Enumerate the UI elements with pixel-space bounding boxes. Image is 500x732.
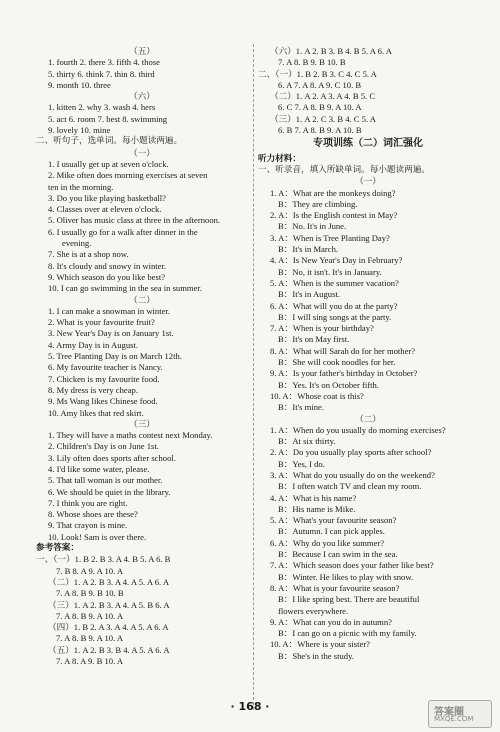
- left-text-line: 3. New Year's Day is on January 1st.: [48, 328, 174, 339]
- left-text-line: 2. What is your favourite fruit?: [48, 317, 155, 328]
- left-text-line: 二、听句子，选单词。每小题读两遍。: [36, 136, 183, 147]
- left-text-line: 9. Which season do you like best?: [48, 271, 166, 282]
- right-text-line: 10. A：Whose coat is this?: [270, 390, 364, 401]
- left-text-line: （五）1. A 2. B 3. B 4. A 5. A 6. A: [48, 644, 170, 655]
- left-text-line: ten in the morning.: [48, 181, 114, 192]
- left-text-line: 7. A 8. A 9. B 10. A: [56, 656, 124, 667]
- right-text-line: 2. A：Is the English contest in May?: [270, 210, 398, 221]
- left-text-line: 9. That crayon is mine.: [48, 520, 128, 531]
- left-text-line: 10. Amy likes that red skirt.: [48, 407, 144, 418]
- left-text-line: 参考答案：: [36, 543, 79, 554]
- right-text-line: B：At six thirty.: [278, 436, 336, 447]
- right-text-line: 8. A：What is your favourite season?: [270, 582, 400, 593]
- left-text-line: 6. My favourite teacher is Nancy.: [48, 362, 163, 373]
- right-text-line: 4. A：What is his name?: [270, 492, 357, 503]
- right-text-line: 5. A：What's your favourite season?: [270, 515, 397, 526]
- left-text-line: 7. She is at a shop now.: [48, 249, 129, 260]
- left-text-line: 7. Chicken is my favourite food.: [48, 373, 160, 384]
- left-text-line: （二）: [129, 294, 155, 305]
- left-text-line: evening.: [62, 238, 92, 249]
- right-text-line: 7. A 8. B 9. B 10. B: [278, 57, 346, 68]
- left-text-line: 6. I usually go for a walk after dinner in the: [48, 226, 198, 237]
- left-text-line: 一、（一）1. B 2. B 3. A 4. B 5. A 6. B: [36, 554, 171, 565]
- left-text-line: 10. I can go swimming in the sea in summer.: [48, 283, 202, 294]
- left-text-line: （一）: [129, 147, 155, 158]
- right-text-line: （三）1. A 2. C 3. B 4. C 5. A: [270, 113, 377, 124]
- right-text-line: 7. A：When is your birthday?: [270, 323, 374, 334]
- column-divider: [253, 44, 254, 710]
- right-text-line: B：Winter. He likes to play with snow.: [278, 571, 414, 582]
- right-text-line: 2. A：Do you usually play sports after school?: [270, 447, 432, 458]
- right-text-line: 9. A：Is your father's birthday in October?: [270, 368, 418, 379]
- right-text-line: （六）1. A 2. B 3. B 4. B 5. A 6. A: [270, 46, 393, 56]
- left-text-line: 9. Ms Wang likes Chinese food.: [48, 396, 158, 407]
- right-text-line: B：Yes. It's on October fifth.: [278, 379, 379, 390]
- right-text-line: 6. B 7. A 8. B 9. A 10. B: [278, 125, 362, 136]
- right-text-line: B：It's in March.: [278, 244, 339, 255]
- left-text-line: （三）1. A 2. B 3. A 4. A 5. B 6. A: [48, 599, 170, 610]
- left-text-line: 1. I usually get up at seven o'clock.: [48, 158, 169, 169]
- right-text-line: 1. A：When do you usually do morning exercises?: [270, 424, 446, 435]
- left-text-line: 8. Whose shoes are these?: [48, 509, 138, 520]
- right-text-line: 听力材料：: [258, 153, 301, 164]
- right-text-line: 1. A：What are the monkeys doing?: [270, 187, 396, 198]
- right-text-line: B：Because I can swim in the sea.: [278, 549, 398, 560]
- left-text-line: 10. Look! Sam is over there.: [48, 531, 147, 542]
- right-column: [258, 46, 478, 662]
- left-text-line: （五）: [129, 46, 155, 56]
- right-text-line: 6. A 7. A 8. A 9. C 10. B: [278, 79, 362, 90]
- left-text-line: 1. kitten 2. why 3. wash 4. hers: [48, 102, 156, 113]
- right-text-line: B：His name is Mike.: [278, 503, 356, 514]
- right-text-line: （二）1. A 2. A 3. A 4. B 5. C: [270, 91, 376, 102]
- left-text-line: 7. A 8. B 9. B 10. B: [56, 588, 124, 599]
- right-text-line: flowers everywhere.: [278, 605, 349, 616]
- left-column: [36, 46, 248, 667]
- right-text-line: B：It's on May first.: [278, 334, 350, 345]
- left-text-line: 7. A 8. B 9. A 10. A: [56, 610, 124, 621]
- left-text-line: 2. Children's Day is on June 1st.: [48, 441, 159, 452]
- left-text-line: 5. Tree Planting Day is on March 12th.: [48, 351, 182, 362]
- left-text-line: 5. act 6. room 7. best 8. swimming: [48, 113, 168, 124]
- right-text-line: 6. C 7. A 8. B 9. A 10. A: [278, 102, 362, 113]
- right-text-line: B：She will cook noodles for her.: [278, 357, 396, 368]
- right-text-line: 6. A：What will you do at the party?: [270, 300, 398, 311]
- left-text-line: 7. A 8. B 9. A 10. A: [56, 633, 124, 644]
- right-text-line: B：I will sing songs at the party.: [278, 311, 392, 322]
- right-text-line: 5. A：When is the summer vacation?: [270, 277, 399, 288]
- left-text-line: 6. We should be quiet in the library.: [48, 486, 171, 497]
- left-text-line: 8. My dress is very cheap.: [48, 384, 138, 395]
- right-text-line: B：I often watch TV and clean my room.: [278, 481, 422, 492]
- left-text-line: 5. thirty 6. think 7. thin 8. third: [48, 68, 155, 79]
- left-text-line: 4. I'd like some water, please.: [48, 463, 150, 474]
- left-text-line: 8. It's cloudy and snowy in winter.: [48, 260, 167, 271]
- right-text-line: B：She's in the study.: [278, 650, 354, 661]
- right-text-line: 二、（一）1. B 2. B 3. C 4. C 5. A: [258, 68, 377, 79]
- left-text-line: 1. fourth 2. there 3. fifth 4. those: [48, 57, 160, 68]
- right-text-line: （二）: [355, 413, 381, 424]
- right-text-line: B：Yes, I do.: [278, 458, 325, 469]
- right-text-line: B：They are climbing.: [278, 198, 358, 209]
- right-text-line: 6. A：Why do you like summer?: [270, 537, 385, 548]
- left-text-line: 5. Oliver has music class at three in the afternoon.: [48, 215, 221, 226]
- right-text-line: 3. A：When is Tree Planting Day?: [270, 232, 390, 243]
- left-text-line: 1. They will have a maths contest next Monday.: [48, 430, 213, 441]
- left-text-line: （四）1. B 2. A 3. A 4. A 5. A 6. A: [48, 622, 169, 633]
- left-text-line: 7. B 8. A 9. A 10. A: [56, 565, 124, 576]
- right-text-line: 3. A：What do you usually do on the weekend?: [270, 469, 435, 480]
- logo-text: 答案圈: [434, 707, 464, 718]
- right-text-line: B：No. It's in June.: [278, 221, 347, 232]
- right-text-line: B：I can go on a picnic with my family.: [278, 628, 417, 639]
- right-text-line: B：I like spring best. There are beautiful: [278, 594, 420, 605]
- left-text-line: 3. Lily often does sports after school.: [48, 452, 176, 463]
- right-text-line: 4. A：Is New Year's Day in February?: [270, 255, 403, 266]
- left-text-line: 9. lovely 10. mine: [48, 125, 111, 136]
- right-text-line: 7. A：Which season does your father like best?: [270, 560, 434, 571]
- left-text-line: 4. Classes over at eleven o'clock.: [48, 204, 162, 215]
- right-text-line: 专项训练（二）词汇强化: [313, 138, 423, 150]
- left-text-line: 3. Do you like playing basketball?: [48, 192, 166, 203]
- right-text-line: B：No, it isn't. It's in January.: [278, 266, 382, 277]
- left-text-line: 4. Army Day is in August.: [48, 339, 138, 350]
- left-text-line: 5. That tall woman is our mother.: [48, 475, 163, 486]
- right-text-line: （一）: [355, 176, 381, 187]
- left-text-line: （六）: [129, 91, 155, 102]
- left-text-line: 1. I can make a snowman in winter.: [48, 305, 170, 316]
- left-text-line: 9. month 10. three: [48, 79, 111, 90]
- logo-url: MXQE.COM: [434, 715, 474, 723]
- left-text-line: 7. I think you are right.: [48, 497, 128, 508]
- right-text-line: 一、听录音，填入所缺单词。每小题读两遍。: [258, 164, 430, 175]
- watermark-logo: [428, 700, 492, 728]
- right-text-line: B：Autumn. I can pick apples.: [278, 526, 385, 537]
- left-text-line: （二）1. A 2. B 3. A 4. A 5. A 6. A: [48, 576, 170, 587]
- right-text-line: B：It's in August.: [278, 289, 340, 300]
- right-text-line: B：It's mine.: [278, 402, 324, 413]
- left-text-line: 2. Mike often does morning exercises at seven: [48, 170, 208, 181]
- right-text-line: 9. A：What can you do in autumn?: [270, 616, 392, 627]
- right-text-line: 10. A：Where is your sister?: [270, 639, 370, 650]
- right-text-line: 8. A：What will Sarah do for her mother?: [270, 345, 416, 356]
- page-number: · 168 ·: [230, 700, 270, 713]
- left-text-line: （三）: [129, 418, 155, 429]
